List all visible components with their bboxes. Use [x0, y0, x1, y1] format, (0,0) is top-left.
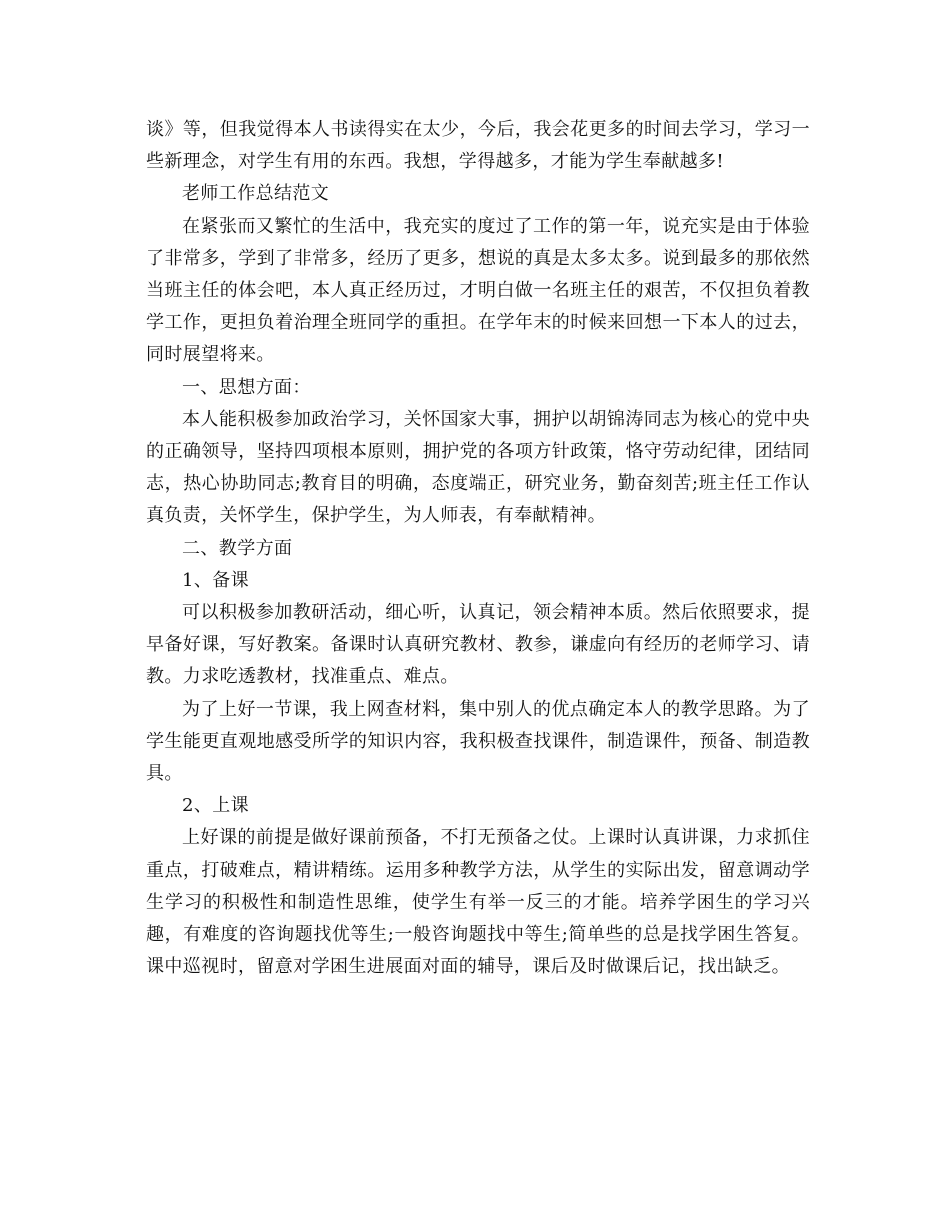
- thought-paragraph: 本人能积极参加政治学习，关怀国家大事，拥护以胡锦涛同志为核心的党中央的正确领导，坚持四项根本原则，拥护党的各项方针政策，恪守劳动纪律，团结同志，热心协助同志;教育目的明确，态度端正，研究业务，勤奋刻苦;班主任工作认真负责，关怀学生，保护学生，为人师表，有奉献精神。: [146, 408, 810, 527]
- article-title: 老师工作总结范文: [182, 183, 330, 205]
- intro-paragraph: 在紧张而又繁忙的生活中，我充实的度过了工作的第一年，说充实是由于体验了非常多，学到了非常多，经历了更多，想说的真是太多太多。说到最多的那依然当班主任的体会吧，本人真正经历过，才明白做一名班主任的艰苦，不仅担负着教学工作，更担负着治理全班同学的重担。在学年末的时候来回想一下本人的过去，同时展望将来。: [146, 215, 810, 366]
- document-body: [146, 114, 810, 983]
- section-heading-teaching: 二、教学方面: [182, 537, 293, 559]
- lesson-prep-paragraph-2: 为了上好一节课，我上网查材料，集中别人的优点确定本人的教学思路。为了学生能更直观地感受所学的知识内容，我积极查找课件，制造课件，预备、制造教具。: [146, 698, 810, 785]
- class-paragraph: 上好课的前提是做好课前预备，不打无预备之仗。上课时认真讲课，力求抓住重点，打破难点，精讲精练。运用多种教学方法，从学生的实际出发，留意调动学生学习的积极性和制造性思维，使学生有举一反三的才能。培养学困生的学习兴趣，有难度的咨询题找优等生;一般咨询题找中等生;简单些的总是找学困生答复。课中巡视时，留意对学困生进展面对面的辅导，课后及时做课后记，找出缺乏。: [146, 827, 810, 978]
- section-heading-thought: 一、思想方面：: [182, 376, 311, 398]
- continuation-paragraph: 谈》等，但我觉得本人书读得实在太少，今后，我会花更多的时间去学习，学习一些新理念，对学生有用的东西。我想，学得越多，才能为学生奉献越多!: [146, 119, 810, 173]
- lesson-prep-paragraph-1: 可以积极参加教研活动，细心听，认真记，领会精神本质。然后依照要求，提早备好课，写好教案。备课时认真研究教材、教参，谦虚向有经历的老师学习、请教。力求吃透教材，找准重点、难点。: [146, 602, 810, 688]
- subsection-heading-lesson-prep: 1、备课: [182, 569, 250, 591]
- subsection-heading-class: 2、上课: [182, 795, 250, 817]
